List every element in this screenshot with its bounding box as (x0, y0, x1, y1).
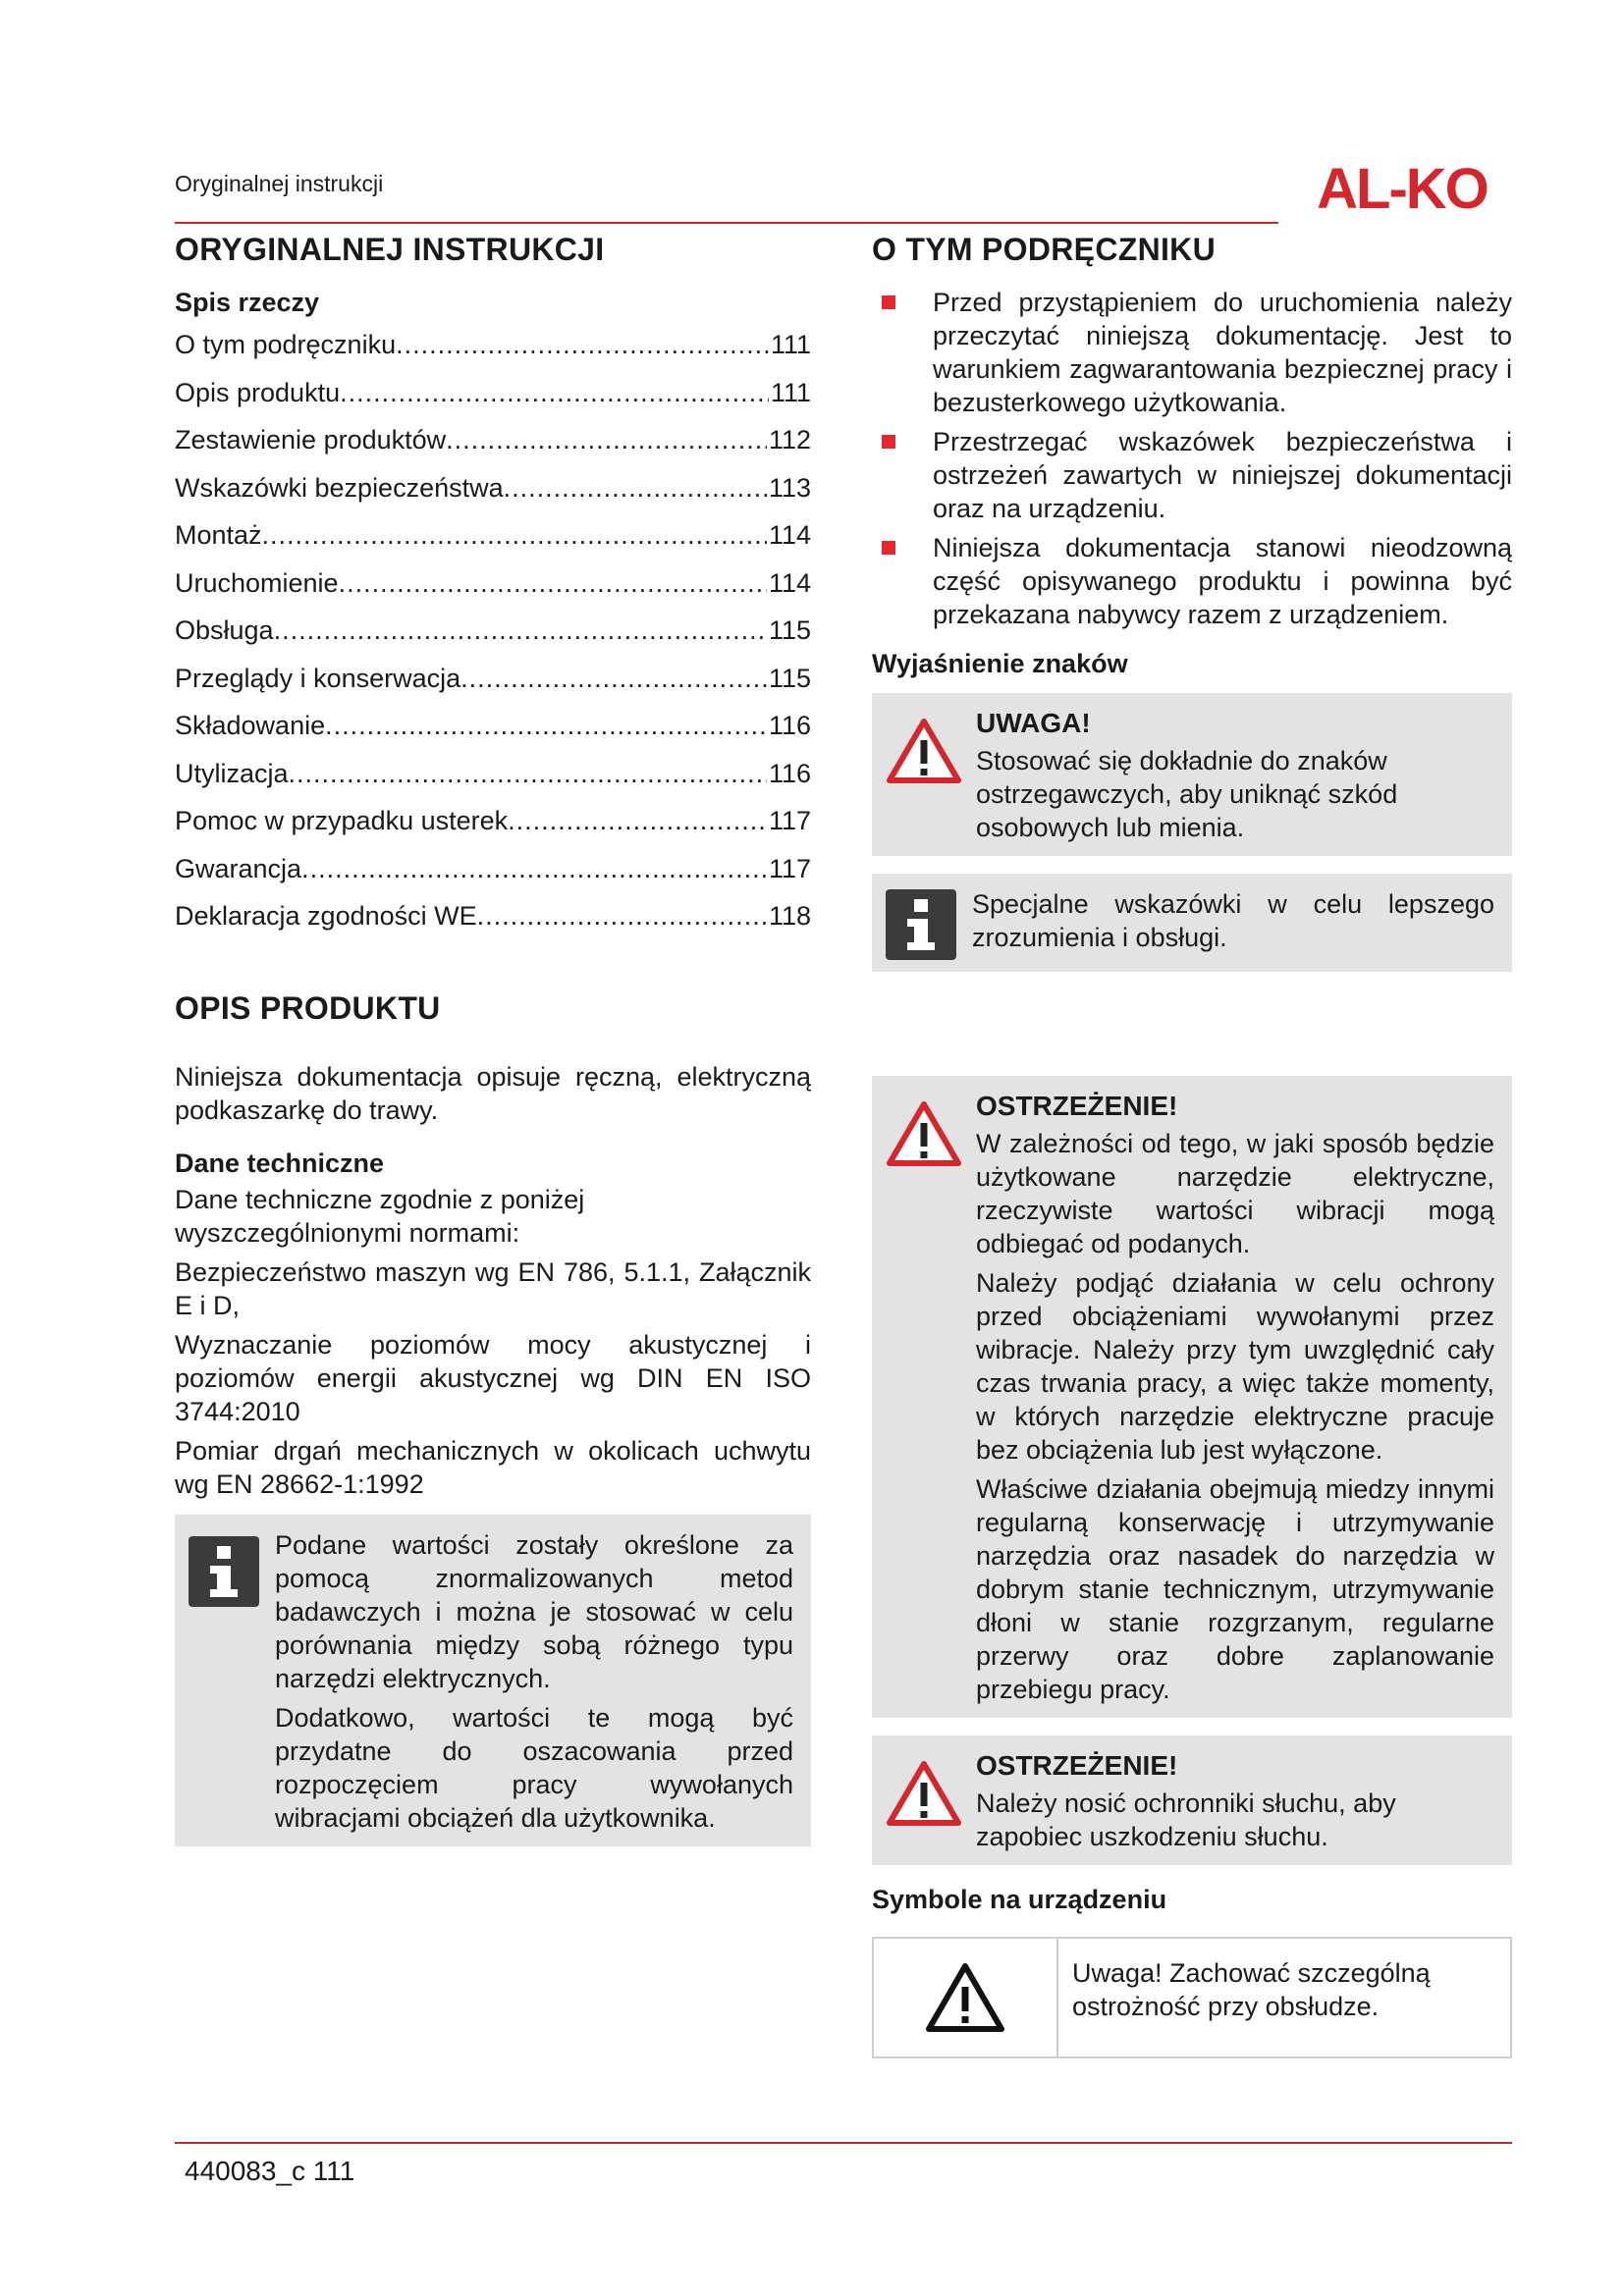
toc-entry (175, 568, 811, 616)
toc-leader-dots (289, 759, 767, 789)
toc-entry (175, 425, 811, 473)
toc-leader-dots (446, 425, 767, 455)
toc-leader-dots (477, 901, 767, 932)
main-heading: ORYGINALNEJ INSTRUKCJI (175, 232, 605, 267)
symbol-cell (874, 1939, 1058, 2056)
toc-entry (175, 854, 811, 902)
info-box-text: Specjalne wskazówki w celu lepszego zrozumienia i obsługi. (972, 889, 1494, 952)
info-box-text: Dodatkowo, wartości te mogą być przydatne do oszacowania przed rozpoczęciem pracy wywołanych wibracjami obciążeń dla użytkownika. (275, 1702, 793, 1833)
svg-text:AL-KO: AL-KO (1317, 157, 1488, 220)
warning-title: OSTRZEŻENIE! (976, 1750, 1178, 1781)
bullet-square-icon (882, 541, 895, 555)
toc-entry-page: 111 (770, 377, 811, 407)
header-rule (175, 222, 1278, 224)
toc-entry-label: Obsługa (175, 615, 274, 645)
info-icon (189, 1536, 259, 1607)
toc-entry-label: Montaż (175, 520, 262, 550)
caution-title: UWAGA! (976, 708, 1091, 738)
toc-entry-page: 114 (768, 520, 811, 550)
symbol-description: Uwaga! Zachować szczególną ostrożność przy obsłudze. (1072, 1958, 1431, 2021)
toc-entry (175, 473, 811, 521)
toc-entry-page: 115 (768, 663, 811, 693)
bullet-list (872, 286, 1512, 631)
toc-entry-label: Utylizacja (175, 758, 289, 788)
bullet-square-icon (882, 295, 895, 309)
toc-leader-dots (262, 520, 767, 551)
warning-triangle-icon (924, 1961, 1006, 2034)
toc-entry-label: Pomoc w przypadku usterek (175, 806, 509, 835)
tech-heading: Dane techniczne (175, 1148, 385, 1178)
toc-leader-dots (339, 568, 767, 599)
warning-triangle-icon (886, 1099, 962, 1168)
toc-entry-page: 117 (768, 853, 811, 883)
right-column (872, 232, 1512, 2058)
warning-title: OSTRZEŻENIE! (976, 1091, 1178, 1121)
toc-leader-dots (508, 806, 767, 836)
symbols-table (872, 1937, 1512, 2058)
warning-triangle-icon (886, 717, 962, 785)
toc-entry-page: 116 (768, 758, 811, 788)
symbols-heading: Symbole na urządzeniu (872, 1885, 1167, 1914)
warning-text: W zależności od tego, w jaki sposób będzie użytkowane narzędzie elektryczne, rzeczywiste wartości wibracji mogą odbiegać od podanych. (976, 1129, 1494, 1258)
warning-triangle-icon (886, 1759, 962, 1828)
toc-entry-page: 116 (768, 711, 811, 740)
warning-text: Należy nosić ochronniki słuchu, aby zapobiec uszkodzeniu słuchu. (976, 1789, 1396, 1851)
list-item: Niniejsza dokumentacja stanowi nieodzowną część opisywanego produktu i powinna być przekazana nabywcy razem z urządzeniem. (872, 531, 1512, 631)
toc-entry (175, 330, 811, 378)
toc-leader-dots (460, 664, 767, 694)
toc-entry-label: Opis produktu (175, 377, 341, 407)
toc-entry-page: 117 (768, 806, 811, 835)
warning-text: Należy podjąć działania w celu ochrony przed obciążeniami wywołanymi przez wibracje. Należy przy tym uwzględnić cały czas trwania pracy, a więc także momenty, w których narzędzie elektryczne pracuje bez obciążenia lub jest wyłączone. (976, 1268, 1494, 1465)
toc-leader-dots (274, 615, 767, 646)
info-box-text: Podane wartości zostały określone za pomocą znormalizowanych metod badawczych i można je stosować w celu porównania między sobą różnego typu narzędzi elektrycznych. (275, 1529, 793, 1693)
tech-paragraph: Dane techniczne zgodnie z poniżej wyszczególnionymi normami: (175, 1184, 585, 1248)
toc-entry (175, 520, 811, 568)
page-number: 440083_c 111 (185, 2156, 355, 2186)
toc-entry (175, 901, 811, 949)
toc-entry-label: Gwarancja (175, 853, 302, 883)
toc-entry (175, 378, 811, 426)
toc-leader-dots (396, 330, 769, 360)
toc-entry-page: 115 (768, 615, 811, 645)
tech-paragraph: Pomiar drgań mechanicznych w okolicach uchwytu wg EN 28662-1:1992 (175, 1435, 811, 1499)
toc-entry (175, 806, 811, 854)
signs-heading: Wyjaśnienie znaków (872, 649, 1128, 678)
toc-entry-label: Składowanie (175, 711, 326, 740)
toc-entry-label: O tym podręczniku (175, 330, 397, 359)
bullet-square-icon (882, 435, 895, 449)
caution-text: Stosować się dokładnie do znaków ostrzegawczych, aby uniknąć szkód osobowych lub mienia. (976, 746, 1398, 842)
toc-entry-page: 112 (768, 425, 811, 454)
toc-entry (175, 664, 811, 712)
warning-box (872, 1076, 1512, 1718)
toc-entry (175, 711, 811, 759)
footer-rule (175, 2142, 1512, 2144)
toc-title: Spis rzeczy (175, 288, 320, 317)
warning-text: Właściwe działania obejmują miedzy innymi regularną konserwację i utrzymywanie narzędzia oraz nasadek do narzędzia w dobrym stanie technicznym, utrzymywanie dłoni w stanie rozgrzanym, regularne przerwy oraz dobre zaplanowanie przebiegu pracy. (976, 1474, 1494, 1704)
toc-leader-dots (340, 378, 769, 408)
toc-leader-dots (325, 711, 767, 741)
toc-entry-page: 118 (768, 901, 811, 931)
toc-leader-dots (301, 854, 767, 884)
toc-entry (175, 615, 811, 664)
about-heading: O TYM PODRĘCZNIKU (872, 232, 1216, 267)
info-box (175, 1515, 811, 1846)
toc-entry-label: Uruchomienie (175, 567, 339, 598)
product-heading: OPIS PRODUKTU (175, 989, 441, 1026)
toc-entry-label: Wskazówki bezpieczeństwa (175, 472, 504, 503)
toc-entry-label: Deklaracja zgodności WE (175, 901, 477, 931)
toc-entry (175, 759, 811, 807)
toc-entry-page: 114 (768, 567, 811, 598)
tech-paragraph: Bezpieczeństwo maszyn wg EN 786, 5.1.1, Załącznik E i D, (175, 1256, 811, 1320)
list-item: Przed przystąpieniem do uruchomienia należy przeczytać niniejszą dokumentację. Jest to warunkiem zagwarantowania bezpiecznej pracy i bezusterkowego użytkowania. (872, 286, 1512, 419)
list-item: Przestrzegać wskazówek bezpieczeństwa i ostrzeżeń zawartych w niniejszej dokumentacji oraz na urządzeniu. (872, 425, 1512, 525)
left-column (175, 232, 811, 1846)
running-header: Oryginalnej instrukcji (175, 171, 384, 196)
al-ko-logo (1294, 157, 1510, 220)
caution-box (872, 693, 1512, 856)
toc-entry-label: Zestawienie produktów (175, 425, 447, 454)
table-of-contents (175, 330, 811, 949)
toc-entry-page: 111 (770, 330, 811, 359)
warning-box (872, 1735, 1512, 1865)
info-icon (886, 889, 956, 960)
info-box (872, 874, 1512, 972)
toc-entry-page: 113 (768, 472, 811, 503)
toc-entry-label: Przeglądy i konserwacja (175, 663, 461, 693)
tech-paragraph: Wyznaczanie poziomów mocy akustycznej i poziomów energii akustycznej wg DIN EN ISO 3744:2010 (175, 1329, 811, 1426)
toc-leader-dots (504, 473, 767, 504)
product-intro: Niniejsza dokumentacja opisuje ręczną, elektryczną podkaszarkę do trawy. (175, 1061, 811, 1125)
